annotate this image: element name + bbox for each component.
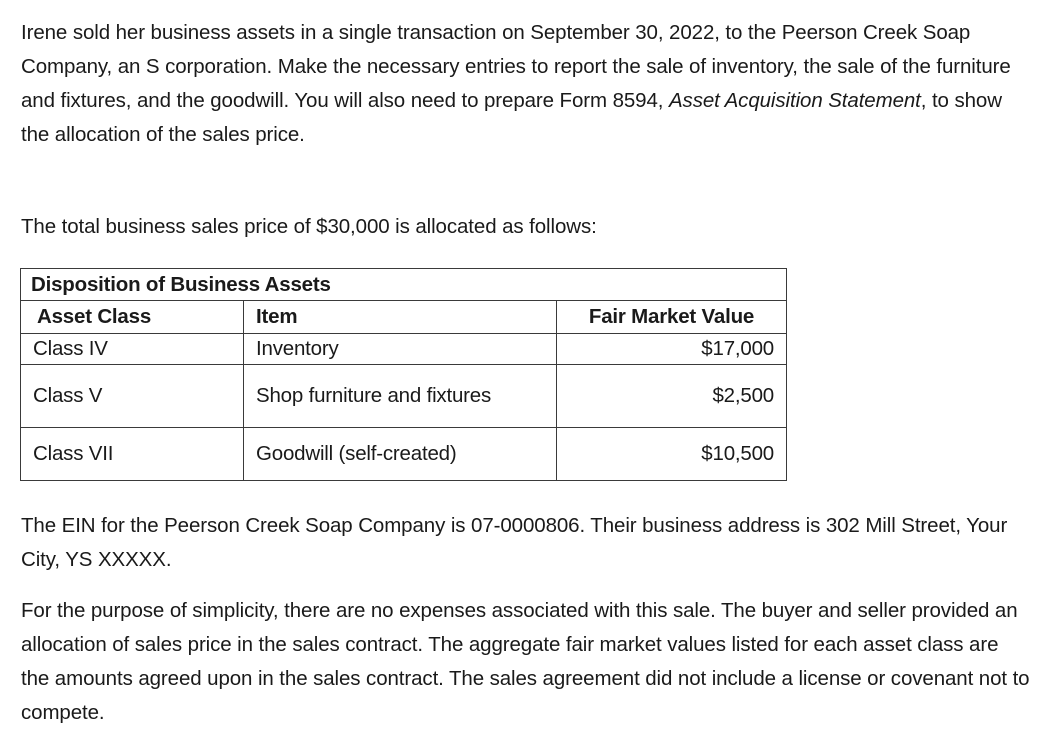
cell-asset-class: Class VII [21,428,244,481]
table-row [21,365,787,428]
table-title: Disposition of Business Assets [21,269,787,301]
allocation-text: The total business sales price of $30,000 is allocated as follows: [21,215,597,238]
cell-asset-class: Class V [21,365,244,428]
table-row [21,428,787,481]
table-title-row [21,269,787,301]
intro-text-before-form: Irene sold her business assets in a single transaction on September 30, 2022, to the Peerson Creek Soap Company, an S corporation. Make the necessary entries to report the sale of inventory, the sale of the furniture and fixtures, and the goodwill. You will also need to prepare Form 8594, [21,21,1011,112]
disposition-table [20,268,787,481]
ein-paragraph: The EIN for the Peerson Creek Soap Company is 07-0000806. Their business address is 302 Mill Street, Your City, YS XXXXX. [21,514,1008,571]
form-title: Asset Acquisition Statement [668,89,921,112]
header-fair-market-value: Fair Market Value [557,301,787,334]
table-row [21,334,787,365]
intro-text-after-form: , to show the allocation of the sales price. [21,89,1002,146]
cell-item: Inventory [244,334,557,365]
cell-asset-class: Class IV [21,334,244,365]
header-item: Item [244,301,557,334]
cell-fmv: $17,000 [557,334,787,365]
intro-paragraph [21,16,1031,152]
cell-item: Goodwill (self-created) [244,428,557,481]
header-asset-class: Asset Class [21,301,244,334]
cell-fmv: $2,500 [557,365,787,428]
cell-fmv: $10,500 [557,428,787,481]
cell-item: Shop furniture and fixtures [244,365,557,428]
closing-paragraph: For the purpose of simplicity, there are no expenses associated with this sale. The buyer and seller provided an allocation of sales price in the sales contract. The aggregate fair market values listed for each asset class are the amounts agreed upon in the sales contract. The sales agreement did not include a license or covenant not to compete. [21,599,1030,724]
table-header-row [21,301,787,334]
